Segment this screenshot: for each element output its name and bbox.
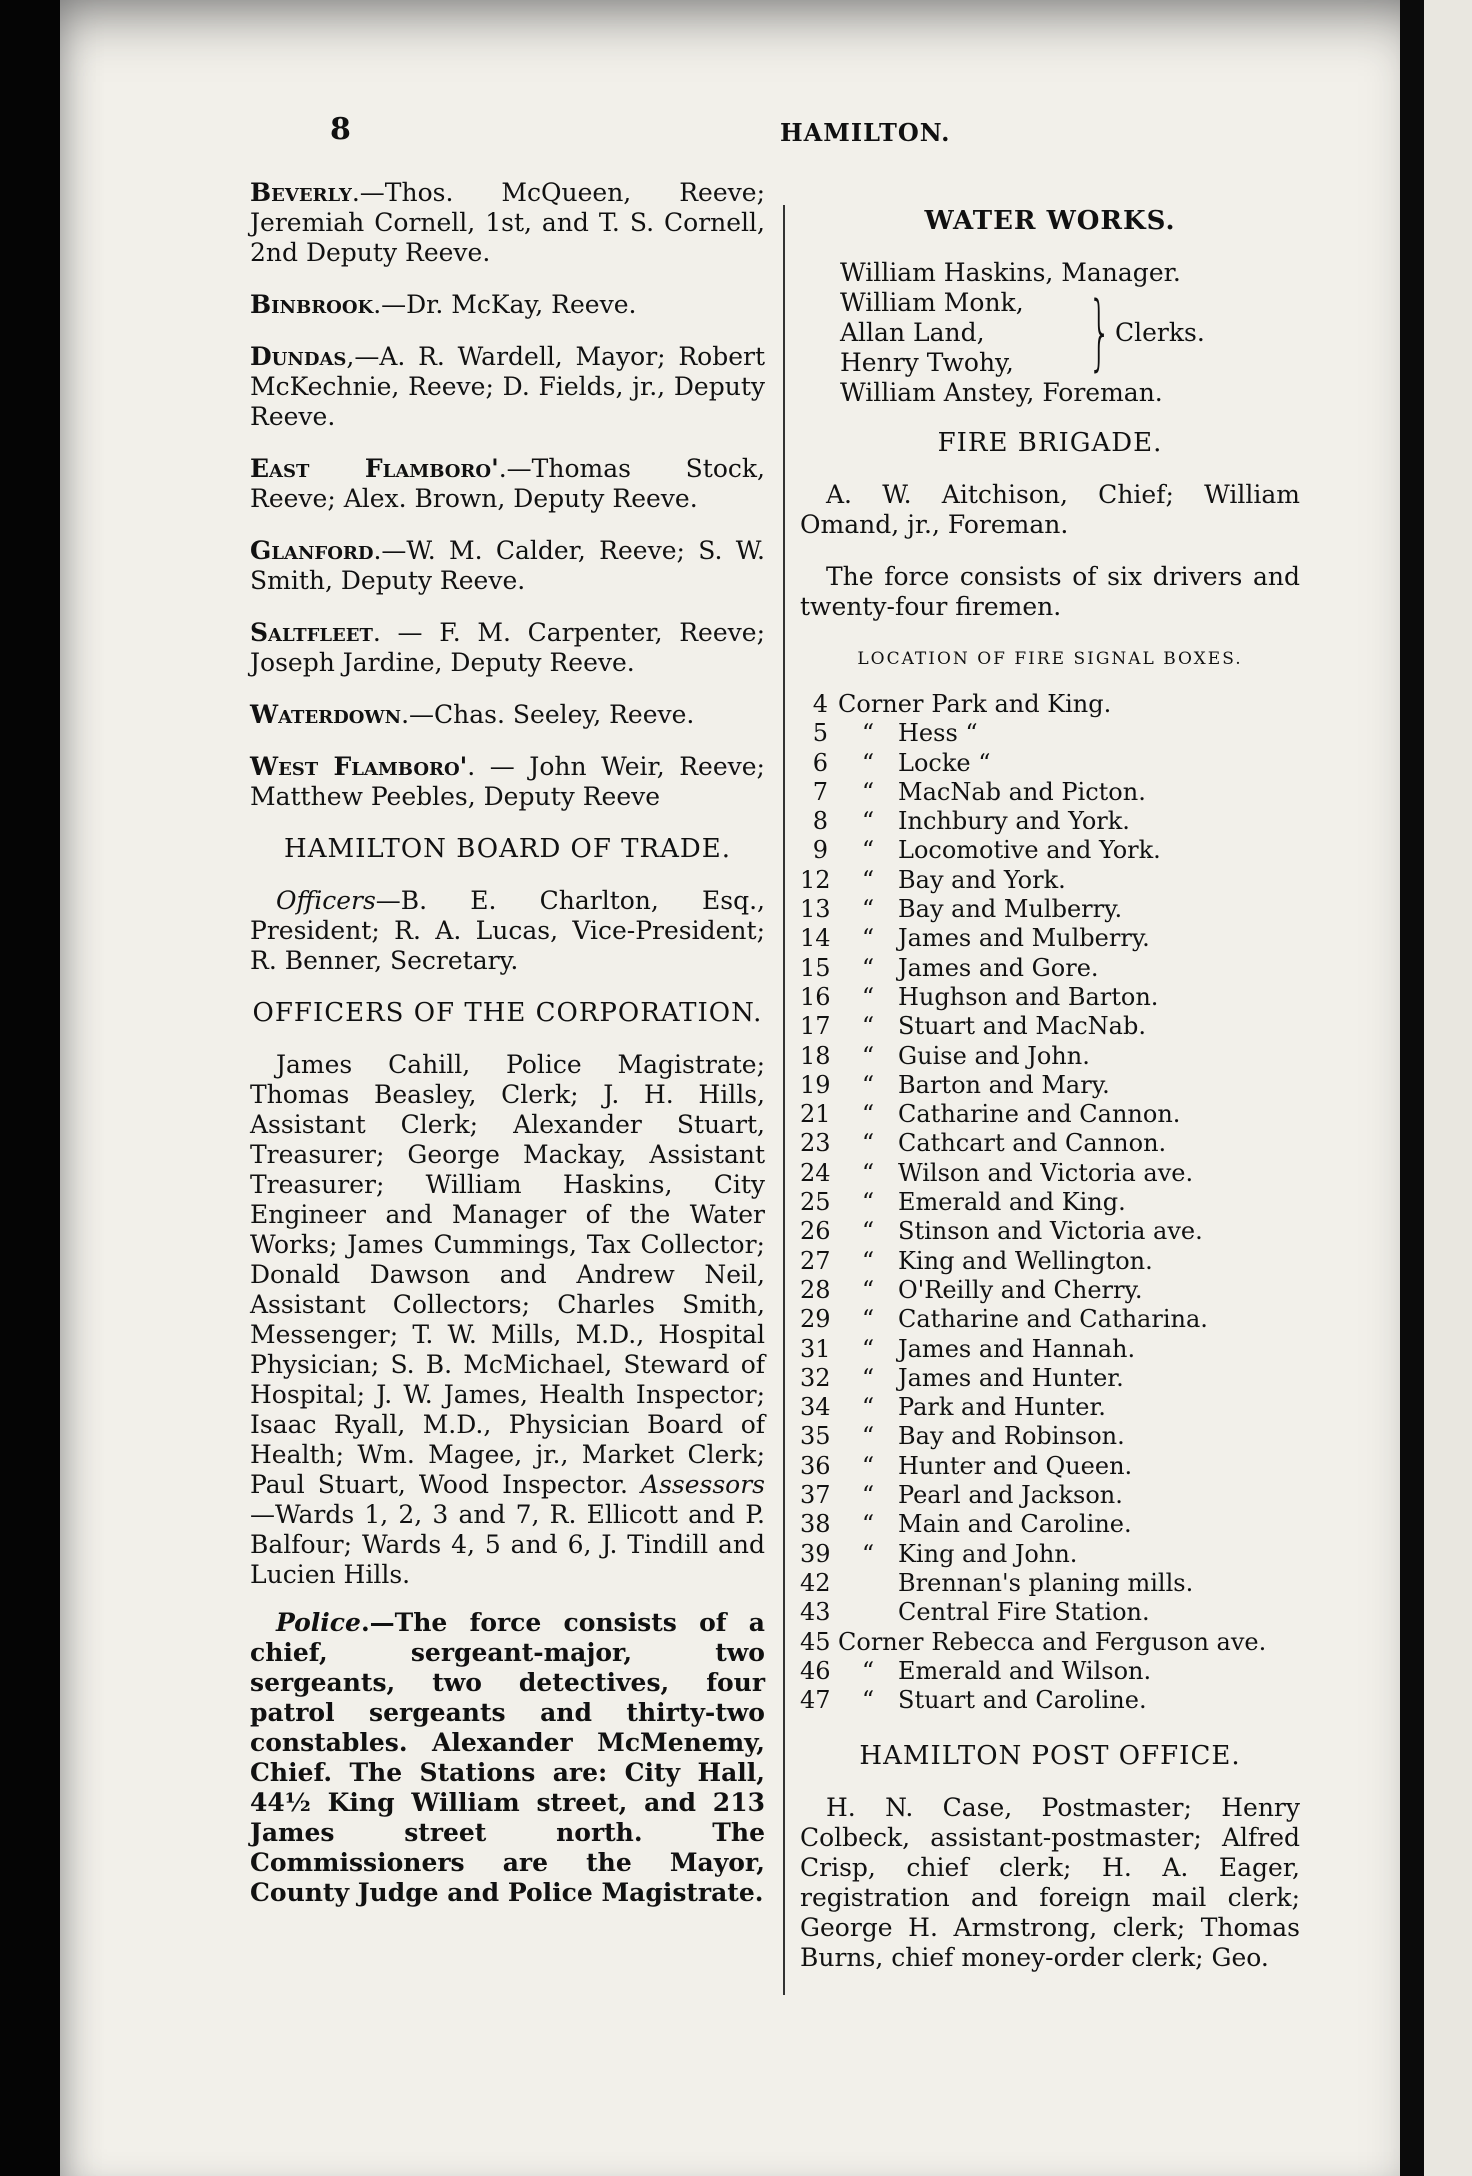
fire-box-number: 42 [800,1568,831,1597]
entry-text: .—Thomas Stock, Reeve; Alex. Brown, Deputy Reeve. [250,454,766,513]
fire-box-location: Barton and Mary. [898,1070,1110,1099]
fire-box-location: James and Gore. [898,953,1099,982]
fire-box-location: James and Mulberry. [898,924,1150,953]
fire-box-location: Hughson and Barton. [898,982,1159,1011]
fire-box-row [800,1217,1300,1246]
fire-box-prefix: “ [861,1158,875,1187]
water-works-heading: WATER WORKS. [924,206,1176,236]
entry-west-flamboro [250,752,765,812]
fire-box-row [800,1276,1300,1305]
fire-box-location: Stinson and Victoria ave. [898,1217,1203,1246]
fire-box-number: 5 [812,719,828,748]
entry-text: ,—A. R. Wardell, Mayor; Robert McKechnie, Reeve; D. Fields, jr., Deputy Reeve. [250,342,765,431]
fire-box-prefix: “ [861,1012,875,1041]
clerk-name: Henry Twohy, [840,348,1014,377]
fire-box-location: Locomotive and York. [898,836,1161,865]
fire-box-location: James and Hannah. [898,1334,1136,1363]
fire-box-prefix: “ [861,1510,875,1539]
left-column [250,178,765,1930]
entry-text: . — F. M. Carpenter, Reeve; Joseph Jardine, Deputy Reeve. [250,618,765,677]
police-entry [250,1608,765,1908]
column-rule [783,205,785,1995]
entry-dundas [250,342,765,432]
fire-box-location: O'Reilly and Cherry. [898,1275,1143,1304]
fire-box-prefix: “ [861,807,875,836]
assessors-text: —Wards 1, 2, 3 and 7, R. Ellicott and P. Balfour; Wards 4, 5 and 6, J. Tindill and Lucien Hills. [250,1500,765,1589]
fire-box-prefix: “ [861,1481,875,1510]
fire-box-location: Hess “ [898,719,978,748]
fire-box-number: 13 [800,895,831,924]
fire-box-location: Wilson and Victoria ave. [898,1158,1194,1187]
fire-box-prefix: “ [861,1275,875,1304]
fire-box-row [800,690,1300,719]
fire-box-row [800,1598,1300,1627]
fire-boxes-title: LOCATION OF FIRE SIGNAL BOXES. [857,649,1243,669]
fire-box-prefix: “ [861,1451,875,1480]
fire-box-row [800,1188,1300,1217]
brace-icon: } [1088,285,1112,380]
fire-box-row [800,983,1300,1012]
fire-box-row [800,1452,1300,1481]
corporation-officers [250,1050,765,1590]
entry-text: .—W. M. Calder, Reeve; S. W. Smith, Deputy Reeve. [250,536,765,595]
fire-box-row [800,1481,1300,1510]
fire-box-number: 16 [800,982,831,1011]
fire-box-number: 31 [800,1334,831,1363]
fire-box-location: Stuart and MacNab. [898,1012,1146,1041]
fire-box-location: Park and Hunter. [898,1393,1106,1422]
fire-box-location: Catharine and Catharina. [898,1305,1208,1334]
fire-box-number: 12 [800,865,831,894]
fire-box-number: 29 [800,1305,831,1334]
fire-box-number: 28 [800,1275,831,1304]
fire-box-number: 35 [800,1422,831,1451]
fire-box-row [800,954,1300,983]
corporation-text: James Cahill, Police Magistrate; Thomas Beasley, Clerk; J. H. Hills, Assistant Clerk; Alexander Stuart, Treasurer; George Mackay, Assistant Treasurer; William Haskins, City Engineer and Manager of the Water Works; James Cummings, Tax Collector; Donald Dawson and Andrew Neil, Assistant Collectors; Charles Smith, Messenger; T. W. Mills, M.D., Hospital Physician; S. B. McMichael, Steward of Hospital; J. W. James, Health Inspector; Isaac Ryall, M.D., Physician Board of Health; Wm. Magee, jr., Market Clerk; Paul Stuart, Wood Inspector. [250,1050,765,1499]
fire-box-prefix: “ [861,1656,875,1685]
entry-waterdown [250,700,765,730]
clerks-label: Clerks. [1115,318,1205,347]
fire-box-number: 9 [812,836,828,865]
fire-box-prefix: “ [861,1422,875,1451]
fire-box-row [800,866,1300,895]
fire-box-location: MacNab and Picton. [898,777,1146,806]
fire-box-prefix: “ [861,865,875,894]
fire-box-row [800,1657,1300,1686]
fire-box-prefix: “ [861,924,875,953]
fire-box-number: 21 [800,1100,831,1129]
fire-box-prefix: “ [861,1686,875,1715]
place-name: Binbrook [250,290,374,319]
fire-box-prefix: “ [861,1393,875,1422]
fire-box-number: 43 [800,1598,831,1627]
entry-text: .—Thos. McQueen, Reeve; Jeremiah Cornell, 1st, and T. S. Cornell, 2nd Deputy Reeve. [250,178,765,267]
fire-box-row [800,719,1300,748]
fire-box-row [800,1042,1300,1071]
fire-box-number: 36 [800,1451,831,1480]
fire-box-prefix: “ [861,1363,875,1392]
fire-box-number: 24 [800,1158,831,1187]
fire-box-row [800,1540,1300,1569]
fire-box-row [800,1393,1300,1422]
fire-boxes-list [800,690,1300,1715]
fire-box-prefix: “ [861,1041,875,1070]
fire-box-number: 45 [800,1627,831,1656]
fire-box-location: Locke “ [898,748,991,777]
fire-box-row [800,1305,1300,1334]
page-number: 8 [330,112,351,147]
fire-box-row [800,1422,1300,1451]
entry-text: . — John Weir, Reeve; Matthew Peebles, Deputy Reeve [250,752,765,811]
water-works-foreman: William Anstey, Foreman. [840,378,1163,407]
fire-box-location: Central Fire Station. [898,1598,1150,1627]
fire-box-prefix: Corner [838,690,924,718]
fire-box-location: Inchbury and York. [898,807,1130,836]
fire-box-location: Bay and Robinson. [898,1422,1125,1451]
fire-box-location: Cathcart and Cannon. [898,1129,1167,1158]
fire-box-number: 17 [800,1012,831,1041]
water-works-clerks [840,285,1300,380]
fire-box-prefix: “ [861,895,875,924]
place-name: Glanford [250,536,374,565]
corporation-heading: OFFICERS OF THE CORPORATION. [252,998,763,1028]
assessors-label: Assessors [641,1470,766,1499]
fire-box-location: Stuart and Caroline. [898,1686,1147,1715]
entry-binbrook [250,290,765,320]
clerk-name: Allan Land, [840,318,985,347]
fire-box-row [800,924,1300,953]
right-column [800,178,1300,1995]
fire-box-number: 6 [812,748,828,777]
fire-box-prefix: “ [861,777,875,806]
fire-box-row [800,1100,1300,1129]
fire-box-number: 14 [800,924,831,953]
fire-brigade-heading: FIRE BRIGADE. [937,428,1163,458]
fire-box-prefix: “ [861,719,875,748]
water-works-staff [840,258,1300,408]
fire-box-number: 8 [812,807,828,836]
fire-box-row [800,749,1300,778]
fire-brigade-force: The force consists of six drivers and twenty-four firemen. [800,562,1300,621]
place-name: Saltfleet [250,618,373,647]
fire-box-row [800,1247,1300,1276]
place-name: Beverly [250,178,352,207]
fire-box-number: 23 [800,1129,831,1158]
fire-box-location: Hunter and Queen. [898,1451,1133,1480]
fire-box-row [800,1012,1300,1041]
board-of-trade-officers [250,886,765,976]
entry-saltfleet [250,618,765,678]
fire-box-row [800,1686,1300,1715]
fire-box-number: 32 [800,1363,831,1392]
entry-text: .—Chas. Seeley, Reeve. [401,700,695,729]
fire-box-number: 27 [800,1246,831,1275]
entry-beverly [250,178,765,268]
place-name: Dundas [250,342,347,371]
fire-box-row [800,807,1300,836]
police-label: Police [276,1608,361,1637]
fire-box-number: 34 [800,1393,831,1422]
fire-box-prefix: “ [861,1217,875,1246]
fire-box-number: 15 [800,953,831,982]
fire-box-number: 39 [800,1539,831,1568]
fire-box-location: Bay and York. [898,865,1066,894]
fire-box-location: Guise and John. [898,1041,1090,1070]
fire-box-number: 25 [800,1188,831,1217]
fire-box-prefix: Corner [838,1627,924,1656]
entry-east-flamboro [250,454,765,514]
fire-box-row [800,1129,1300,1158]
fire-box-number: 4 [812,690,828,718]
fire-box-prefix: “ [861,1100,875,1129]
board-of-trade-heading: HAMILTON BOARD OF TRADE. [284,834,731,864]
next-page-edge [1400,0,1472,2176]
fire-box-prefix: “ [861,982,875,1011]
fire-box-row [800,895,1300,924]
fire-box-number: 47 [800,1686,831,1715]
fire-box-prefix: “ [861,1070,875,1099]
running-head: HAMILTON. [780,118,951,147]
fire-box-number: 7 [812,777,828,806]
water-works-manager: William Haskins, Manager. [840,258,1181,287]
page-header [330,112,1330,162]
post-office-heading: HAMILTON POST OFFICE. [859,1741,1241,1772]
fire-box-prefix [838,1569,898,1598]
fire-box-number: 38 [800,1510,831,1539]
fire-box-prefix: “ [861,1246,875,1275]
fire-box-location: Rebecca and Ferguson ave. [931,1627,1267,1656]
officers-label: Officers [276,886,376,915]
fire-box-number: 18 [800,1041,831,1070]
fire-box-location: Main and Caroline. [898,1510,1132,1539]
fire-box-prefix: “ [861,1539,875,1568]
fire-box-location: Park and King. [931,690,1112,718]
fire-box-prefix [838,1598,898,1627]
post-office-staff: H. N. Case, Postmaster; Henry Colbeck, assistant-postmaster; Alfred Crisp, chief clerk; H. A. Eager, registration and foreign mail clerk; George H. Armstrong, clerk; Thomas Burns, chief money-order clerk; Geo. [800,1793,1300,1973]
fire-box-prefix: “ [861,1305,875,1334]
fire-box-number: 37 [800,1481,831,1510]
fire-box-row [800,1071,1300,1100]
fire-box-location: Brennan's planing mills. [898,1568,1194,1597]
fire-box-location: Emerald and King. [898,1188,1126,1217]
fire-box-location: King and Wellington. [898,1246,1153,1275]
fire-box-prefix: “ [861,1188,875,1217]
fire-box-row [800,836,1300,865]
fire-box-row [800,1364,1300,1393]
entry-glanford [250,536,765,596]
place-name: East Flamboro' [250,454,499,483]
fire-box-location: Pearl and Jackson. [898,1481,1123,1510]
fire-box-number: 26 [800,1217,831,1246]
place-name: West Flamboro' [250,752,468,781]
fire-brigade-officers: A. W. Aitchison, Chief; William Omand, jr., Foreman. [800,480,1300,539]
fire-box-location: Bay and Mulberry. [898,895,1123,924]
police-text: .—The force consists of a chief, sergeant-major, two sergeants, two detectives, four patrol sergeants and thirty-two constables. Alexander McMenemy, Chief. The Stations are: City Hall, 44½ King William street, and 213 James street north. The Commissioners are the Mayor, County Judge and Police Magistrate. [250,1608,765,1907]
fire-box-location: King and John. [898,1539,1078,1568]
fire-box-row [800,1569,1300,1598]
fire-box-prefix: “ [861,748,875,777]
fire-box-row [800,1510,1300,1539]
fire-box-location: Catharine and Cannon. [898,1100,1181,1129]
fire-box-number: 19 [800,1070,831,1099]
fire-box-row [800,778,1300,807]
fire-box-row [800,1335,1300,1364]
fire-box-prefix: “ [861,836,875,865]
fire-box-number: 46 [800,1656,831,1685]
fire-box-row [800,1159,1300,1188]
entry-text: .—Dr. McKay, Reeve. [373,290,637,319]
place-name: Waterdown [250,700,402,729]
fire-box-prefix: “ [861,953,875,982]
fire-box-row [800,1628,1300,1657]
clerk-name: William Monk, [840,288,1024,317]
fire-box-prefix: “ [861,1129,875,1158]
officers-text: —B. E. Charlton, Esq., President; R. A. Lucas, Vice-President; R. Benner, Secretary. [250,886,765,975]
fire-box-location: James and Hunter. [898,1363,1124,1392]
fire-box-prefix: “ [861,1334,875,1363]
fire-box-location: Emerald and Wilson. [898,1656,1152,1685]
